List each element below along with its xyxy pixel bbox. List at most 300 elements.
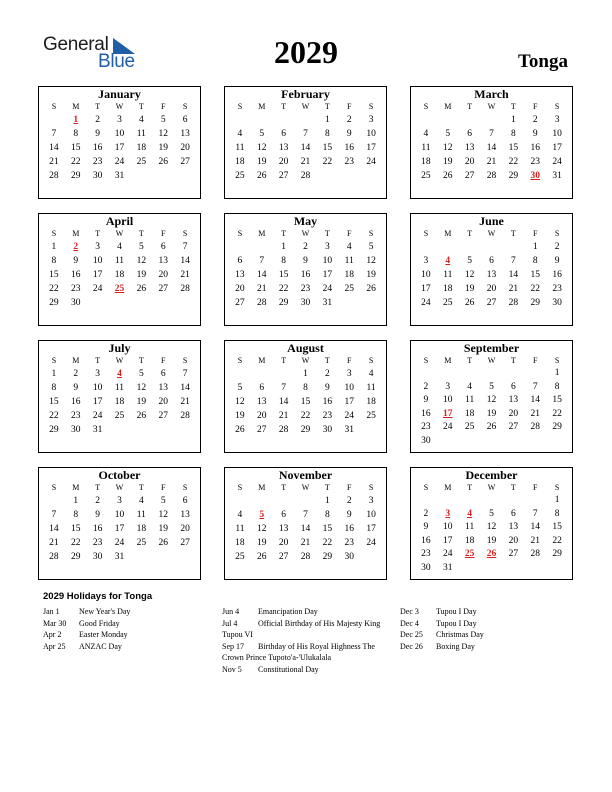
month-october bbox=[38, 467, 201, 580]
day-cell: 19 bbox=[158, 524, 168, 534]
day-cell: 17 bbox=[366, 524, 376, 534]
day-cell: 29 bbox=[530, 298, 540, 308]
day-cell: 25 bbox=[136, 538, 147, 548]
day-grid bbox=[411, 101, 572, 183]
empty-day-cell bbox=[360, 169, 382, 183]
weekday-header: T bbox=[324, 483, 330, 492]
day-cell: 23 bbox=[552, 284, 562, 294]
holiday-row bbox=[222, 652, 380, 664]
holiday-row bbox=[222, 664, 380, 676]
day-cell: 20 bbox=[508, 408, 519, 419]
empty-day-cell bbox=[524, 562, 546, 576]
day-cell: 11 bbox=[421, 143, 431, 153]
empty-day-cell bbox=[524, 367, 546, 381]
month-january bbox=[38, 86, 201, 199]
day-cell: 9 bbox=[95, 510, 100, 520]
day-cell: 10 bbox=[366, 510, 376, 520]
weekday-header: T bbox=[324, 356, 330, 365]
day-cell: 20 bbox=[180, 524, 190, 534]
day-cell: 17 bbox=[114, 143, 125, 153]
weekday-header: S bbox=[423, 483, 429, 492]
weekday-header: W bbox=[301, 102, 310, 111]
day-cell: 8 bbox=[73, 129, 79, 139]
weekday-header: S bbox=[182, 483, 188, 492]
month-name: February bbox=[281, 87, 330, 101]
day-cell: 30 bbox=[552, 298, 562, 308]
day-cell: 18 bbox=[366, 397, 376, 407]
holiday-name: Constitutional Day bbox=[258, 664, 319, 674]
day-cell: 13 bbox=[158, 383, 168, 393]
day-cell: 18 bbox=[421, 157, 431, 167]
day-cell: 22 bbox=[278, 284, 289, 294]
weekday-header: S bbox=[182, 356, 188, 365]
day-cell: 4 bbox=[467, 381, 472, 392]
day-cell: 20 bbox=[235, 284, 245, 294]
holiday-day-cell: 4 bbox=[445, 256, 451, 266]
month-name: September bbox=[463, 341, 520, 355]
day-cell: 25 bbox=[235, 171, 245, 181]
day-cell: 5 bbox=[138, 369, 144, 379]
day-cell: 19 bbox=[486, 408, 497, 419]
empty-day-cell bbox=[502, 562, 524, 576]
weekday-header: M bbox=[72, 102, 80, 111]
day-cell: 25 bbox=[464, 422, 475, 432]
day-cell: 25 bbox=[136, 157, 147, 167]
day-cell: 31 bbox=[322, 298, 333, 308]
day-cell: 21 bbox=[180, 270, 190, 280]
weekday-header: F bbox=[160, 483, 166, 492]
day-cell: 24 bbox=[366, 538, 376, 548]
day-cell: 28 bbox=[486, 171, 497, 181]
day-cell: 3 bbox=[554, 115, 560, 125]
day-cell: 12 bbox=[235, 397, 245, 407]
day-cell: 7 bbox=[182, 242, 188, 252]
day-cell: 21 bbox=[530, 535, 540, 546]
day-cell: 17 bbox=[322, 270, 333, 280]
month-name: October bbox=[98, 468, 141, 482]
empty-day-cell bbox=[415, 494, 437, 508]
holiday-day-cell: 25 bbox=[464, 549, 475, 559]
day-cell: 14 bbox=[530, 395, 540, 405]
day-cell: 12 bbox=[486, 395, 497, 405]
holiday-day-cell: 3 bbox=[445, 508, 451, 519]
day-grid bbox=[411, 482, 572, 575]
day-cell: 11 bbox=[465, 522, 475, 532]
day-cell: 30 bbox=[92, 552, 103, 562]
weekday-header: S bbox=[182, 229, 188, 238]
day-cell: 27 bbox=[464, 171, 475, 181]
holiday-name: Boxing Day bbox=[436, 641, 475, 651]
empty-day-cell bbox=[360, 550, 382, 564]
weekday-header: M bbox=[258, 483, 266, 492]
day-cell: 21 bbox=[508, 284, 519, 294]
day-cell: 29 bbox=[300, 425, 311, 435]
day-cell: 28 bbox=[300, 171, 311, 181]
day-cell: 22 bbox=[49, 411, 59, 421]
empty-day-cell bbox=[174, 296, 196, 310]
holiday-day-cell: 5 bbox=[259, 510, 265, 520]
day-cell: 9 bbox=[532, 129, 538, 139]
empty-day-cell bbox=[130, 550, 152, 564]
day-cell: 1 bbox=[51, 242, 57, 252]
day-cell: 18 bbox=[344, 270, 354, 280]
day-cell: 8 bbox=[281, 256, 286, 266]
day-cell: 30 bbox=[71, 425, 81, 435]
weekday-header: M bbox=[258, 229, 266, 238]
day-cell: 18 bbox=[464, 408, 475, 419]
weekday-header: T bbox=[467, 483, 473, 492]
day-cell: 5 bbox=[160, 496, 166, 506]
holiday-day-cell: 26 bbox=[486, 549, 497, 559]
day-cell: 8 bbox=[73, 510, 79, 520]
day-cell: 30 bbox=[71, 298, 81, 308]
day-cell: 3 bbox=[324, 242, 330, 252]
empty-day-cell bbox=[459, 494, 481, 508]
empty-day-cell bbox=[273, 113, 295, 127]
holiday-name: Tupou I Day bbox=[436, 618, 477, 628]
weekday-header: S bbox=[368, 356, 374, 365]
day-cell: 31 bbox=[552, 171, 562, 181]
day-cell: 15 bbox=[71, 143, 81, 153]
holiday-row bbox=[222, 606, 380, 618]
day-cell: 4 bbox=[423, 129, 429, 139]
day-cell: 13 bbox=[278, 143, 289, 153]
weekday-header: T bbox=[281, 483, 287, 492]
holiday-date: Sep 17 bbox=[222, 641, 244, 651]
weekday-header: W bbox=[487, 102, 496, 111]
empty-day-cell bbox=[229, 113, 251, 127]
day-cell: 23 bbox=[344, 157, 354, 167]
day-cell: 22 bbox=[552, 408, 562, 419]
day-grid bbox=[225, 482, 386, 564]
empty-day-cell bbox=[437, 494, 459, 508]
day-cell: 3 bbox=[368, 496, 374, 506]
day-cell: 5 bbox=[138, 242, 144, 252]
day-cell: 3 bbox=[95, 242, 100, 252]
day-cell: 22 bbox=[322, 157, 333, 167]
weekday-header: S bbox=[51, 356, 57, 365]
holiday-date: Jul 4 bbox=[222, 618, 238, 628]
weekday-header: W bbox=[301, 483, 310, 492]
empty-day-cell bbox=[87, 296, 109, 310]
empty-day-cell bbox=[109, 296, 131, 310]
day-cell: 19 bbox=[486, 535, 497, 546]
weekday-header: S bbox=[554, 229, 560, 238]
day-cell: 9 bbox=[95, 129, 100, 139]
weekday-header: W bbox=[115, 229, 124, 238]
day-cell: 7 bbox=[303, 510, 308, 520]
day-cell: 23 bbox=[421, 549, 431, 559]
empty-day-cell bbox=[437, 113, 459, 127]
day-grid bbox=[411, 228, 572, 310]
day-cell: 22 bbox=[71, 538, 81, 548]
empty-day-cell bbox=[415, 367, 437, 381]
day-cell: 24 bbox=[322, 284, 333, 294]
day-cell: 17 bbox=[443, 535, 453, 546]
day-cell: 28 bbox=[49, 552, 59, 562]
day-cell: 10 bbox=[322, 256, 333, 266]
holiday-name: New Year's Day bbox=[79, 607, 131, 616]
day-cell: 21 bbox=[49, 538, 59, 548]
day-cell: 27 bbox=[158, 411, 168, 421]
weekday-header: W bbox=[487, 229, 496, 238]
day-cell: 9 bbox=[73, 256, 79, 266]
empty-day-cell bbox=[229, 240, 251, 254]
day-cell: 27 bbox=[158, 284, 168, 294]
weekday-header: W bbox=[487, 483, 496, 492]
empty-day-cell bbox=[481, 435, 503, 449]
day-cell: 9 bbox=[423, 522, 429, 532]
day-cell: 5 bbox=[489, 508, 494, 519]
day-cell: 15 bbox=[49, 397, 59, 407]
day-cell: 1 bbox=[324, 496, 330, 506]
day-cell: 29 bbox=[508, 171, 519, 181]
day-cell: 15 bbox=[508, 143, 519, 153]
day-cell: 14 bbox=[300, 524, 311, 534]
day-cell: 13 bbox=[257, 397, 267, 407]
day-cell: 26 bbox=[158, 538, 168, 548]
day-cell: 1 bbox=[532, 242, 538, 252]
day-cell: 29 bbox=[49, 425, 59, 435]
day-cell: 23 bbox=[300, 284, 311, 294]
day-grid bbox=[39, 101, 200, 183]
holiday-day-cell: 25 bbox=[114, 284, 125, 294]
day-cell: 10 bbox=[92, 383, 103, 393]
day-cell: 24 bbox=[92, 411, 103, 421]
weekday-header: W bbox=[115, 356, 124, 365]
holiday-name: Official Birthday of His Majesty King bbox=[258, 618, 381, 628]
month-name: May bbox=[293, 214, 318, 228]
day-cell: 17 bbox=[92, 397, 103, 407]
empty-day-cell bbox=[338, 296, 360, 310]
day-cell: 6 bbox=[467, 129, 472, 139]
day-cell: 24 bbox=[443, 422, 453, 432]
day-cell: 26 bbox=[464, 298, 475, 308]
day-cell: 21 bbox=[300, 157, 311, 167]
empty-day-cell bbox=[251, 240, 273, 254]
day-cell: 19 bbox=[443, 157, 453, 167]
holidays-title: 2029 Holidays for Tonga bbox=[43, 591, 153, 602]
day-cell: 7 bbox=[303, 129, 308, 139]
empty-day-cell bbox=[481, 562, 503, 576]
day-cell: 5 bbox=[160, 115, 166, 125]
day-cell: 23 bbox=[92, 538, 103, 548]
day-cell: 13 bbox=[180, 510, 190, 520]
empty-day-cell bbox=[295, 113, 317, 127]
day-cell: 26 bbox=[257, 171, 267, 181]
weekday-header: F bbox=[346, 229, 352, 238]
day-cell: 8 bbox=[532, 256, 538, 266]
day-cell: 1 bbox=[303, 369, 308, 379]
day-cell: 24 bbox=[443, 549, 453, 559]
weekday-header: F bbox=[532, 483, 538, 492]
day-cell: 10 bbox=[552, 129, 562, 139]
day-cell: 26 bbox=[158, 157, 168, 167]
day-cell: 14 bbox=[508, 270, 519, 280]
day-cell: 5 bbox=[237, 383, 243, 393]
day-cell: 19 bbox=[136, 397, 147, 407]
day-cell: 26 bbox=[136, 284, 147, 294]
day-cell: 3 bbox=[423, 256, 429, 266]
empty-day-cell bbox=[481, 113, 503, 127]
holiday-column bbox=[43, 606, 130, 652]
day-cell: 14 bbox=[49, 524, 59, 534]
day-cell: 6 bbox=[510, 381, 516, 392]
empty-day-cell bbox=[295, 494, 317, 508]
day-cell: 2 bbox=[95, 496, 100, 506]
weekday-header: M bbox=[72, 229, 80, 238]
day-cell: 7 bbox=[489, 129, 494, 139]
day-cell: 15 bbox=[530, 270, 540, 280]
day-cell: 2 bbox=[346, 115, 352, 125]
day-cell: 21 bbox=[180, 397, 190, 407]
weekday-header: F bbox=[532, 102, 538, 111]
weekday-header: W bbox=[487, 356, 496, 365]
day-grid bbox=[39, 228, 200, 310]
day-cell: 4 bbox=[368, 369, 374, 379]
empty-day-cell bbox=[502, 435, 524, 449]
day-cell: 24 bbox=[552, 157, 562, 167]
day-cell: 19 bbox=[158, 143, 168, 153]
weekday-header: S bbox=[423, 102, 429, 111]
day-cell: 27 bbox=[235, 298, 245, 308]
day-cell: 3 bbox=[117, 115, 122, 125]
day-grid bbox=[39, 482, 200, 564]
day-cell: 14 bbox=[486, 143, 497, 153]
empty-day-cell bbox=[502, 240, 524, 254]
day-cell: 6 bbox=[237, 256, 243, 266]
day-cell: 29 bbox=[552, 422, 562, 432]
day-cell: 17 bbox=[92, 270, 103, 280]
page-title: 2029 bbox=[274, 34, 338, 70]
day-cell: 10 bbox=[366, 129, 376, 139]
day-cell: 1 bbox=[554, 368, 560, 378]
weekday-header: T bbox=[95, 356, 101, 365]
day-grid bbox=[39, 355, 200, 437]
empty-day-cell bbox=[524, 435, 546, 449]
day-cell: 14 bbox=[300, 143, 311, 153]
day-cell: 19 bbox=[235, 411, 245, 421]
day-cell: 31 bbox=[114, 552, 125, 562]
holiday-name: Tupou I Day bbox=[436, 607, 477, 616]
day-cell: 6 bbox=[160, 242, 166, 252]
day-cell: 7 bbox=[259, 256, 265, 266]
day-cell: 15 bbox=[49, 270, 59, 280]
day-cell: 9 bbox=[346, 129, 352, 139]
day-cell: 25 bbox=[443, 298, 453, 308]
day-cell: 2 bbox=[346, 496, 352, 506]
weekday-header: T bbox=[95, 483, 101, 492]
weekday-header: F bbox=[532, 356, 538, 365]
day-cell: 16 bbox=[92, 143, 103, 153]
day-cell: 22 bbox=[552, 535, 562, 546]
day-cell: 12 bbox=[464, 270, 475, 280]
day-cell: 20 bbox=[278, 157, 289, 167]
weekday-header: S bbox=[237, 229, 243, 238]
day-cell: 12 bbox=[486, 522, 497, 532]
weekday-header: F bbox=[160, 356, 166, 365]
weekday-header: S bbox=[554, 483, 560, 492]
holiday-name-continued: Crown Prince Tupoto'a-'Ulukalala bbox=[222, 653, 332, 662]
day-cell: 24 bbox=[421, 298, 431, 308]
day-cell: 6 bbox=[160, 369, 166, 379]
day-cell: 10 bbox=[443, 395, 453, 405]
day-cell: 12 bbox=[443, 143, 453, 153]
empty-day-cell bbox=[459, 562, 481, 576]
holiday-name: Easter Monday bbox=[79, 630, 128, 639]
day-cell: 5 bbox=[467, 256, 472, 266]
holiday-date: Nov 5 bbox=[222, 664, 242, 674]
day-cell: 6 bbox=[259, 383, 265, 393]
day-cell: 29 bbox=[49, 298, 59, 308]
day-cell: 28 bbox=[180, 411, 190, 421]
weekday-header: F bbox=[160, 229, 166, 238]
day-cell: 23 bbox=[71, 284, 81, 294]
day-cell: 6 bbox=[281, 129, 286, 139]
day-cell: 20 bbox=[278, 538, 289, 548]
day-cell: 20 bbox=[508, 535, 519, 546]
holiday-date: Jun 4 bbox=[222, 607, 240, 616]
empty-day-cell bbox=[459, 113, 481, 127]
day-cell: 22 bbox=[508, 157, 519, 167]
weekday-header: T bbox=[510, 229, 516, 238]
day-cell: 4 bbox=[237, 510, 243, 520]
day-cell: 12 bbox=[257, 143, 267, 153]
day-cell: 17 bbox=[366, 143, 376, 153]
day-cell: 28 bbox=[257, 298, 267, 308]
day-cell: 4 bbox=[346, 242, 352, 252]
weekday-header: W bbox=[115, 102, 124, 111]
day-cell: 3 bbox=[95, 369, 100, 379]
weekday-header: M bbox=[72, 483, 80, 492]
day-cell: 15 bbox=[322, 524, 333, 534]
day-cell: 27 bbox=[257, 425, 267, 435]
empty-day-cell bbox=[437, 367, 459, 381]
day-cell: 6 bbox=[182, 496, 188, 506]
day-cell: 31 bbox=[344, 425, 354, 435]
empty-day-cell bbox=[338, 169, 360, 183]
weekday-header: W bbox=[115, 483, 124, 492]
empty-day-cell bbox=[273, 367, 295, 381]
day-cell: 31 bbox=[92, 425, 103, 435]
day-cell: 7 bbox=[532, 381, 538, 392]
holiday-row bbox=[43, 606, 130, 618]
day-cell: 2 bbox=[423, 381, 429, 392]
holiday-date: Dec 4 bbox=[400, 618, 419, 628]
day-cell: 28 bbox=[180, 284, 190, 294]
month-november bbox=[224, 467, 387, 580]
day-cell: 10 bbox=[443, 522, 453, 532]
holiday-row bbox=[400, 606, 484, 618]
day-cell: 20 bbox=[158, 397, 168, 407]
weekday-header: S bbox=[237, 483, 243, 492]
weekday-header: T bbox=[138, 102, 144, 111]
holiday-day-cell: 17 bbox=[443, 408, 453, 419]
day-cell: 22 bbox=[322, 538, 333, 548]
month-name: April bbox=[105, 214, 134, 228]
holiday-row bbox=[222, 618, 380, 630]
empty-day-cell bbox=[43, 113, 65, 127]
day-cell: 18 bbox=[464, 535, 475, 546]
month-name: January bbox=[98, 87, 141, 101]
day-cell: 5 bbox=[445, 129, 451, 139]
day-cell: 13 bbox=[508, 395, 519, 405]
holiday-date: Dec 3 bbox=[400, 607, 419, 616]
day-cell: 12 bbox=[136, 256, 147, 266]
holiday-name: Good Friday bbox=[79, 618, 120, 628]
day-cell: 11 bbox=[344, 256, 354, 266]
day-cell: 16 bbox=[71, 270, 81, 280]
